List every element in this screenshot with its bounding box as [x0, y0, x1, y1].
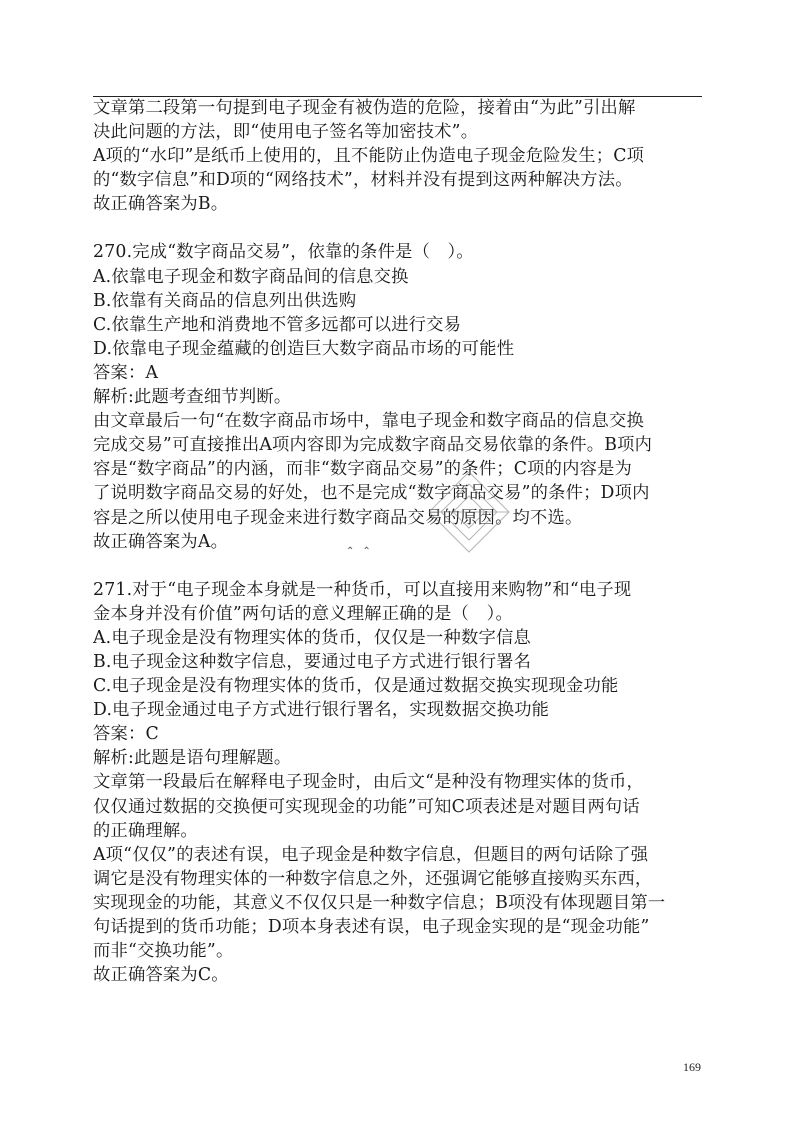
analysis-line: 的正确理解。: [93, 820, 198, 841]
analysis-line: 仅仅通过数据的交换便可实现现金的功能”可知C项表述是对题目两句话: [93, 796, 640, 817]
option-d: D.依靠电子现金蕴藏的创造巨大数字商品市场的可能性: [93, 338, 515, 359]
analysis-line: 而非“交换功能”。: [93, 941, 234, 962]
analysis-line: 句话提到的货币功能；D项本身表述有误，电子现金实现的是“现金功能”: [93, 917, 650, 937]
text-line: 决此问题的方法，即“使用电子签名等加密技术”。: [93, 122, 479, 143]
option-c: C.依靠生产地和消费地不管多远都可以进行交易: [93, 314, 462, 335]
analysis-line: 容是之所以使用电子现金来进行数字商品交易的原因。均不选。: [93, 507, 583, 528]
analysis-heading: 解析:此题是语句理解题。: [93, 748, 292, 769]
analysis-line: 调它是没有物理实体的一种数字信息之外，还强调它能够直接购买东西，: [93, 868, 653, 889]
question-271: [93, 578, 705, 988]
analysis-heading: 解析:此题考查细节判断。: [93, 387, 292, 408]
text-line: 的“数字信息”和D项的“网络技术”，材料并没有提到这两种解决方法。: [93, 170, 633, 191]
diamond-watermark-icon: [419, 467, 519, 557]
analysis-line: 了说明数字商品交易的好处，也不是完成“数字商品交易”的条件；D项内: [93, 483, 650, 504]
analysis-line: 文章第一段最后在解释电子现金时，由后文“是种没有物理实体的货币，: [93, 772, 644, 793]
text-line: 故正确答案为B。: [93, 194, 229, 215]
option-b: B.电子现金这种数字信息，要通过电子方式进行银行署名: [93, 651, 532, 672]
answer: 答案：A: [93, 362, 159, 383]
analysis-line: 实现现金的功能，其意义不仅仅只是一种数字信息；B项没有体现题目第一: [93, 892, 666, 913]
conclusion: 故正确答案为A。: [93, 531, 229, 552]
answer: 答案：C: [93, 724, 159, 745]
question-stem: 271.对于“电子现金本身就是一种货币，可以直接用来购物”和“电子现: [93, 579, 632, 600]
option-a: A.依靠电子现金和数字商品间的信息交换: [93, 266, 409, 287]
analysis-line: 容是“数字商品”的内涵，而非“数字商品交易”的条件；C项的内容是为: [93, 459, 633, 480]
question-270: [93, 240, 705, 553]
question-stem: 270.完成“数字商品交易”，依靠的条件是（ ）。: [93, 242, 474, 263]
decorative-marks: ⌃⌃: [346, 546, 379, 557]
page-number: 169: [683, 1060, 701, 1074]
text-line: 文章第二段第一句提到电子现金有被伪造的危险，接着由“为此”引出解: [93, 98, 636, 118]
option-b: B.依靠有关商品的信息列出供选购: [93, 290, 357, 311]
analysis-line: 由文章最后一句“在数字商品市场中，靠电子现金和数字商品的信息交换: [93, 411, 644, 432]
question-stem: 金本身并没有价值”两句话的意义理解正确的是（ ）。: [93, 603, 513, 624]
option-c: C.电子现金是没有物理实体的货币，仅是通过数据交换实现现金功能: [93, 676, 619, 697]
option-d: D.电子现金通过电子方式进行银行署名，实现数据交换功能: [93, 700, 550, 721]
intro-paragraph: [93, 96, 705, 216]
text-line: A项的“水印”是纸币上使用的，且不能防止伪造电子现金危险发生；C项: [93, 146, 645, 167]
analysis-line: A项“仅仅”的表述有误，电子现金是种数字信息，但题目的两句话除了强: [93, 844, 649, 865]
option-a: A.电子现金是没有物理实体的货币，仅仅是一种数字信息: [93, 627, 531, 648]
conclusion: 故正确答案为C。: [93, 965, 229, 986]
page-content: [93, 96, 705, 987]
analysis-line: 完成交易”可直接推出A项内容即为完成数字商品交易依靠的条件。B项内: [93, 435, 653, 456]
